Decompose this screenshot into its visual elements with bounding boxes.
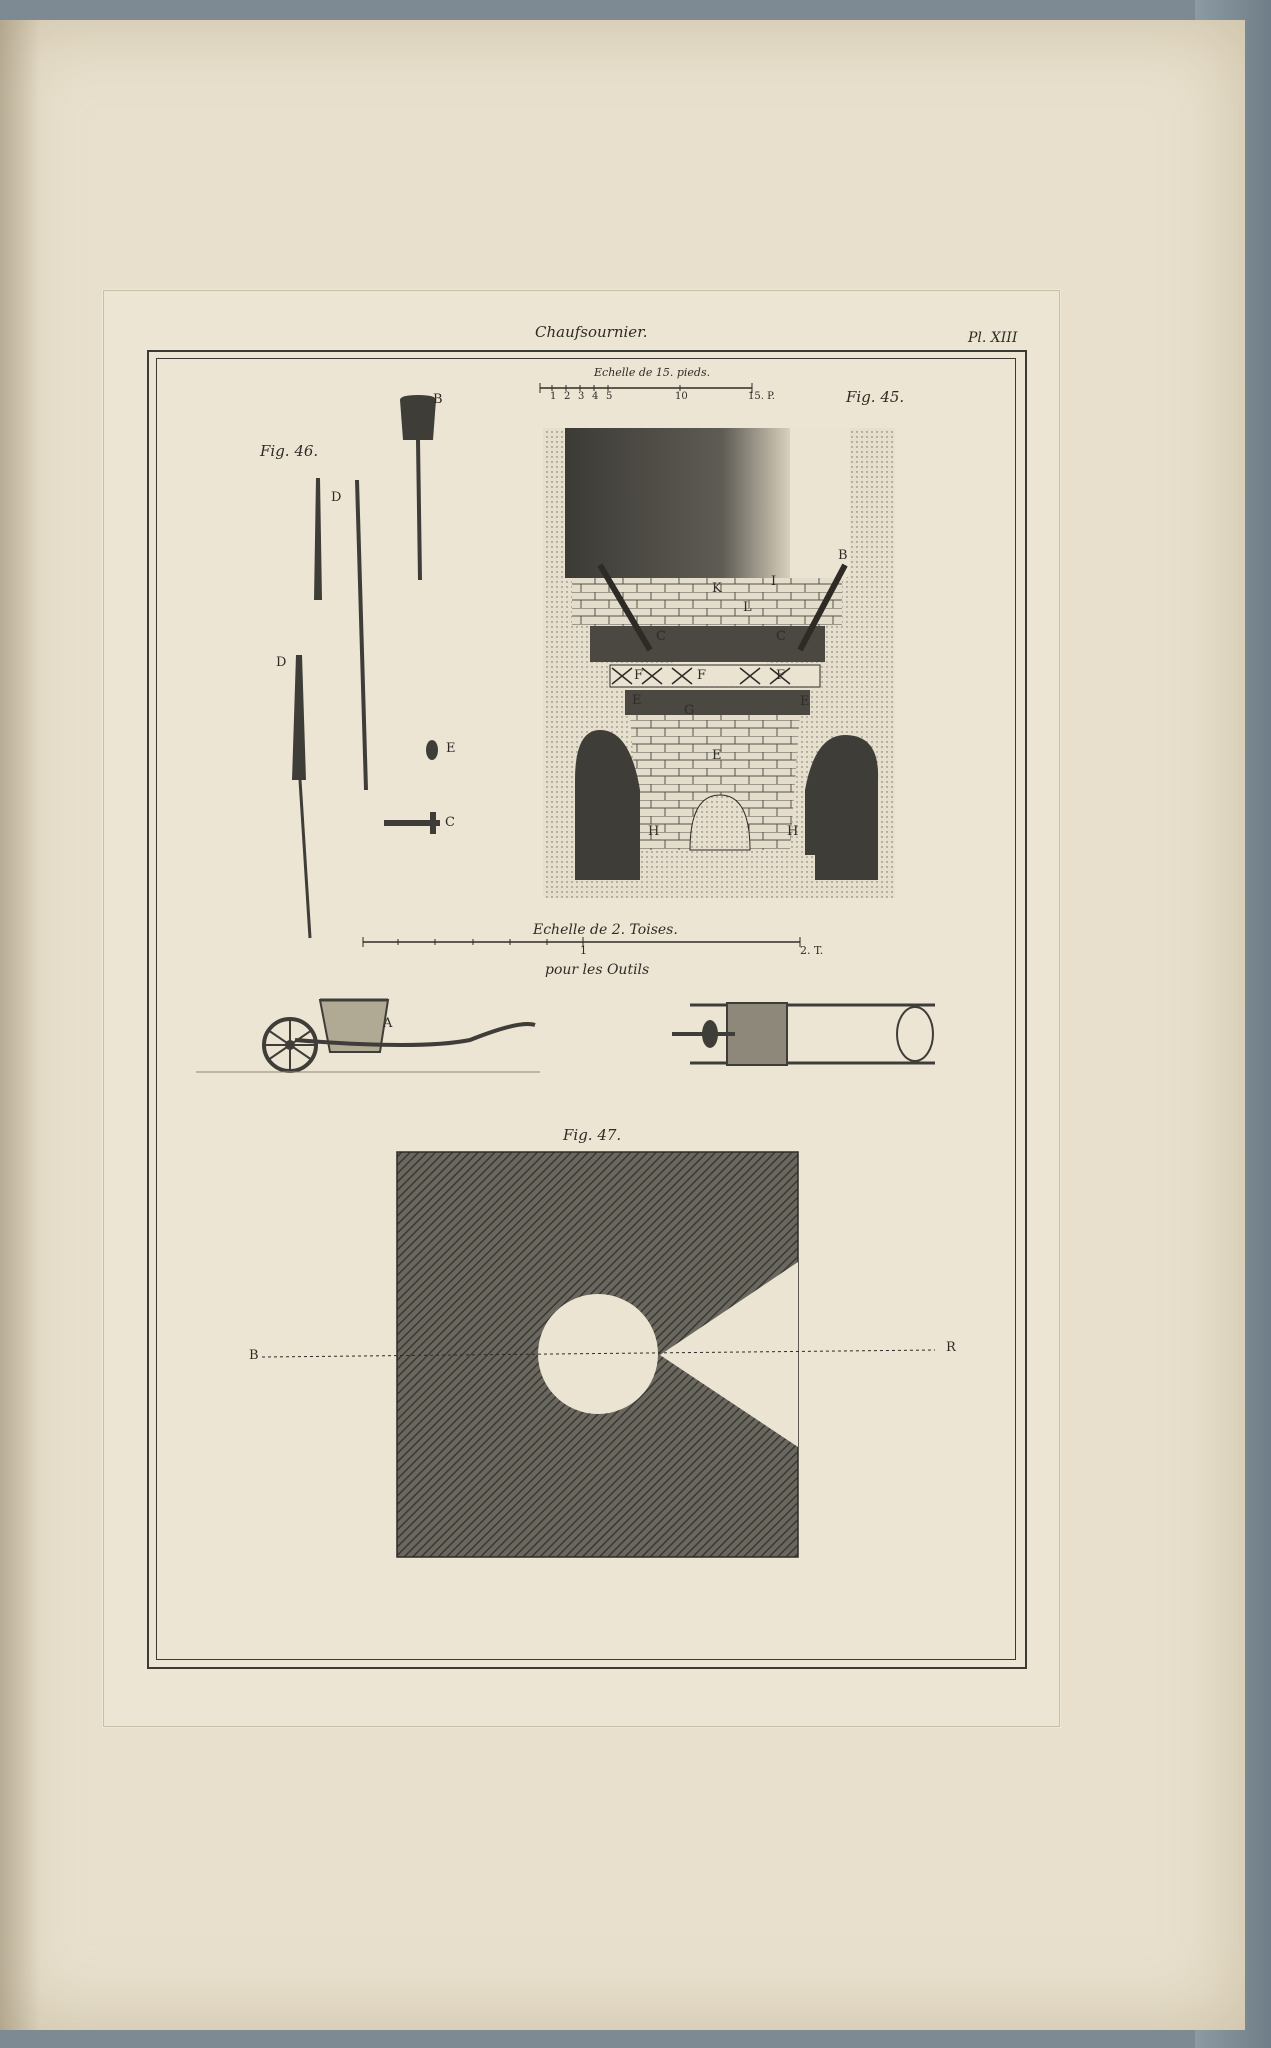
label-d-upper: D — [331, 490, 342, 505]
feet-tick-2: 2 — [564, 391, 571, 402]
label-a-barrow: A — [383, 1016, 393, 1031]
label-e-kiln-right: E — [800, 694, 810, 709]
plate-number: Pl. XIII — [968, 330, 1018, 346]
lime-kiln-section — [543, 428, 895, 898]
feet-tick-10: 10 — [675, 391, 688, 402]
label-d-lower: D — [276, 655, 287, 670]
figure-47-label: Fig. 47. — [563, 1126, 622, 1144]
toises-tick-2: 2. T. — [800, 944, 824, 957]
label-b-plan: B — [249, 1348, 259, 1363]
feet-scale-title: Echelle de 15. pieds. — [594, 366, 711, 379]
figure-45-label: Fig. 45. — [846, 388, 905, 406]
figure-46-label: Fig. 46. — [260, 442, 319, 460]
label-f-kiln-mid: F — [697, 668, 707, 683]
label-c-kiln-left: C — [656, 629, 666, 644]
feet-tick-5: 5 — [606, 391, 613, 402]
toises-tick-1: 1 — [580, 944, 587, 957]
toises-scale-title: Echelle de 2. Toises. — [533, 922, 678, 938]
label-h-kiln-left: H — [648, 824, 660, 839]
kiln-plan — [262, 1152, 935, 1557]
label-c-kiln-right: C — [776, 629, 786, 644]
label-g-kiln: G — [684, 703, 695, 718]
barrow-side-view — [196, 1000, 540, 1072]
feet-tick-4: 4 — [592, 391, 599, 402]
label-e-kiln-center: E — [712, 748, 722, 763]
label-f-kiln-right: F — [776, 668, 786, 683]
barrow-top-view — [672, 1003, 935, 1065]
label-b-shovel: B — [433, 392, 443, 407]
feet-tick-3: 3 — [578, 391, 585, 402]
plate-title: Chaufsournier. — [535, 323, 648, 341]
label-r-plan: R — [946, 1340, 956, 1355]
label-k-kiln: K — [712, 581, 722, 596]
tools-caption: pour les Outils — [545, 962, 650, 978]
label-l-kiln: L — [743, 600, 752, 615]
label-e-tool: E — [446, 741, 456, 756]
label-i-kiln: I — [771, 574, 777, 589]
label-e-kiln-left: E — [632, 693, 642, 708]
feet-scale-bar — [540, 383, 752, 393]
label-c-tool: C — [445, 815, 455, 830]
feet-tick-1: 1 — [550, 391, 557, 402]
feet-tick-15: 15. P. — [748, 391, 775, 402]
kiln-tools — [292, 395, 440, 938]
label-h-kiln-right: H — [787, 824, 799, 839]
label-f-kiln-left: F — [634, 668, 644, 683]
label-b-kiln: B — [838, 548, 848, 563]
